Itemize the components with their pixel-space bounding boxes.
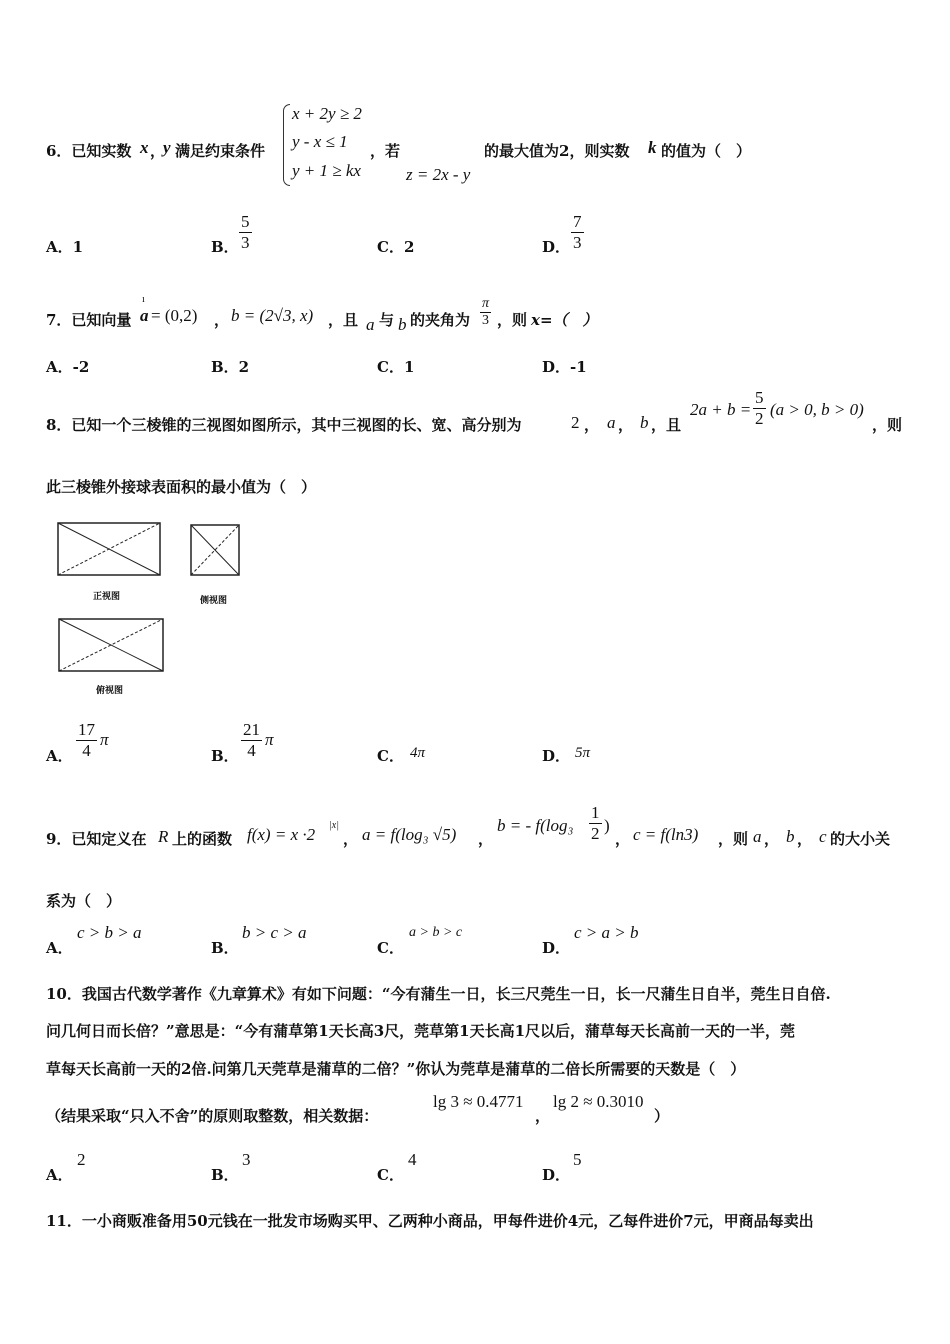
q9-ze: ，则	[718, 830, 749, 848]
q10-line-3: 草每天长高前一天的2倍.问第几天莞草是蒲草的二倍？”你认为莞草是蒲草的二倍长所需要的天数是（ ）	[46, 1060, 746, 1078]
q7-vector-arrow: ı	[142, 294, 145, 305]
q8-ze: ，则	[872, 416, 903, 434]
q10-option-d-label[interactable]: D．	[542, 1166, 571, 1184]
top-view-caption: 俯视图	[96, 686, 124, 696]
q9-function-exponent: |x|	[329, 820, 339, 831]
q9-c3: ，	[615, 830, 631, 848]
q6-comma: ，	[150, 142, 166, 160]
q8-c1: ，	[584, 416, 600, 434]
front-view-caption: 正视图	[93, 592, 121, 602]
q11-line-1: 11．一小商贩准备用50元钱在一批发市场购买甲、乙两种小商品，甲每件进价4元，乙每件进价7元，甲商品每卖出	[46, 1212, 814, 1230]
q6-constraint-3: y + 1 ≥ kx	[292, 161, 361, 180]
q10-option-b-value: 3	[242, 1150, 251, 1169]
q8-option-b-fraction: $\frac{21}{4}$	[243, 720, 260, 760]
q10-option-d-value: 5	[573, 1150, 582, 1169]
q10-option-a-value: 2	[77, 1150, 86, 1169]
q8-option-b-label[interactable]: B．	[211, 747, 239, 765]
q9-a: a	[753, 827, 762, 846]
q7-angle-text: 的夹角为	[410, 311, 471, 329]
q7-sep1: ，	[214, 311, 230, 329]
q8-option-b-pi: π	[265, 730, 274, 749]
q9-b-fraction: $\frac{1}{2}$	[591, 803, 600, 843]
q6-objective: z = 2x - y	[406, 165, 471, 184]
q9-R: R	[158, 827, 169, 846]
q8-option-c-value: 4π	[410, 745, 426, 761]
q9-a-def: a = f(log₃ √5)	[362, 825, 457, 844]
q7-sep2: ，且	[328, 311, 359, 329]
q8-cond-right: (a > 0, b > 0)	[770, 400, 864, 419]
q10-option-c-label[interactable]: C．	[377, 1166, 404, 1184]
q8-cond-fraction: $\frac{5}{2}$	[755, 388, 764, 428]
q9-option-c-value: a > b > c	[409, 925, 463, 940]
q9-function: f(x) = x ·2	[247, 825, 316, 844]
q10-comma: ，	[535, 1107, 551, 1125]
q9-option-b-label[interactable]: B．	[211, 939, 239, 957]
q9-b-def: b = - f(log₃	[497, 816, 574, 835]
q7-vector-a-value: = (0,2)	[151, 306, 198, 325]
q6-stem-post: 的最大值为2，则实数	[484, 142, 630, 160]
q9-option-d-value: c > a > b	[574, 923, 639, 942]
q7-vector-b: b = (2√3, x)	[231, 306, 314, 325]
q6-stem-pre: 6．已知实数	[46, 142, 132, 160]
q8-option-a-pi: π	[100, 730, 109, 749]
q8-cond-left: 2a + b =	[690, 400, 752, 419]
q6-ruo: ，若	[370, 142, 401, 160]
q9-c1: ，	[343, 830, 359, 848]
q6-option-a[interactable]: A．1	[46, 238, 84, 256]
q9-option-a-value: c > b > a	[77, 923, 142, 942]
q8-option-c-label[interactable]: C．	[377, 747, 404, 765]
q6-option-b-fraction: $\frac{5}{3}$	[241, 212, 250, 252]
q9-c: c	[819, 827, 827, 846]
q7-with: 与	[379, 311, 395, 329]
q10-close: ）	[654, 1107, 670, 1125]
q6-constraint-brace	[283, 104, 290, 186]
q8-a: a	[607, 413, 616, 432]
q9-b: b	[786, 827, 795, 846]
q10-line-2: 问几何日而长倍？”意思是：“今有蒲草第1天长高3尺，莞草第1天长高1尺以后，蒲草每天长高前一天的一半，莞	[46, 1022, 796, 1040]
q8-option-a-fraction: $\frac{17}{4}$	[78, 720, 95, 760]
q10-option-b-label[interactable]: B．	[211, 1166, 239, 1184]
q9-stem-pre: 9．已知定义在	[46, 830, 147, 848]
q10-lg2: lg 2 ≈ 0.3010	[553, 1092, 644, 1111]
q9-c4: ，	[764, 830, 780, 848]
q9-option-b-value: b > c > a	[242, 923, 307, 942]
q7-option-b[interactable]: B．2	[211, 358, 250, 376]
q8-two: 2	[571, 413, 580, 432]
top-view-figure	[56, 616, 166, 674]
q10-lg3: lg 3 ≈ 0.4771	[433, 1092, 524, 1111]
q8-option-d-label[interactable]: D．	[542, 747, 571, 765]
q10-option-c-value: 4	[408, 1150, 417, 1169]
q9-stem-mid: 上的函数	[172, 830, 233, 848]
q7-angle-fraction: $\frac{\pi}{3}$	[482, 296, 490, 328]
q6-option-c[interactable]: C．2	[377, 238, 415, 256]
q10-option-a-label[interactable]: A．	[46, 1166, 73, 1184]
q6-stem-mid: 满足约束条件	[175, 142, 266, 160]
q7-question: x=（ ）	[531, 311, 598, 329]
q8-stem-pre: 8．已知一个三棱锥的三视图如图所示，其中三视图的长、宽、高分别为	[46, 416, 522, 434]
q8-option-d-value: 5π	[575, 745, 591, 761]
q9-option-a-label[interactable]: A．	[46, 939, 73, 957]
q6-var-k: k	[648, 138, 657, 157]
side-view-caption: 侧视图	[200, 596, 228, 606]
q7-stem-pre: 7．已知向量	[46, 311, 132, 329]
q7-vector-a: a	[140, 306, 149, 325]
q8-stem-line2: 此三棱锥外接球表面积的最小值为（ ）	[46, 478, 317, 496]
q7-a: a	[366, 315, 375, 334]
q6-option-d-label[interactable]: D．	[542, 238, 571, 256]
q6-option-b-label[interactable]: B．	[211, 238, 239, 256]
q9-option-c-label[interactable]: C．	[377, 939, 404, 957]
q8-b: b	[640, 413, 649, 432]
q9-stem-end: 的大小关	[830, 830, 891, 848]
q8-qie: ，且	[651, 416, 682, 434]
q7-option-a[interactable]: A．-2	[46, 358, 90, 376]
q7-b: b	[398, 315, 407, 334]
q10-line-1: 10．我国古代数学著作《九章算术》有如下问题：“今有蒲生一日，长三尺莞生一日，长一尺蒲生日自半，莞生日自倍.	[46, 985, 831, 1003]
q8-option-a-label[interactable]: A．	[46, 747, 73, 765]
q6-var-y: y	[163, 138, 171, 157]
q6-var-x: x	[140, 138, 149, 157]
q7-option-c[interactable]: C．1	[377, 358, 415, 376]
q6-stem-end: 的值为（ ）	[661, 142, 752, 160]
q9-c-def: c = f(ln3)	[633, 825, 699, 844]
q10-line-4: （结果采取“只入不舍”的原则取整数，相关数据：	[46, 1107, 379, 1125]
q6-constraint-2: y - x ≤ 1	[292, 132, 348, 151]
q9-b-close: )	[604, 816, 610, 835]
q9-stem-line2: 系为（ ）	[46, 892, 122, 910]
q6-constraint-1: x + 2y ≥ 2	[292, 104, 362, 123]
q9-c5: ，	[797, 830, 813, 848]
q8-c2: ，	[618, 416, 634, 434]
q6-option-d-fraction: $\frac{7}{3}$	[573, 212, 582, 252]
front-view-figure	[55, 520, 165, 578]
side-view-figure	[188, 522, 243, 578]
q7-option-d[interactable]: D．-1	[542, 358, 587, 376]
q9-c2: ，	[478, 830, 494, 848]
q7-stem-end: ，则	[497, 311, 528, 329]
q9-option-d-label[interactable]: D．	[542, 939, 571, 957]
